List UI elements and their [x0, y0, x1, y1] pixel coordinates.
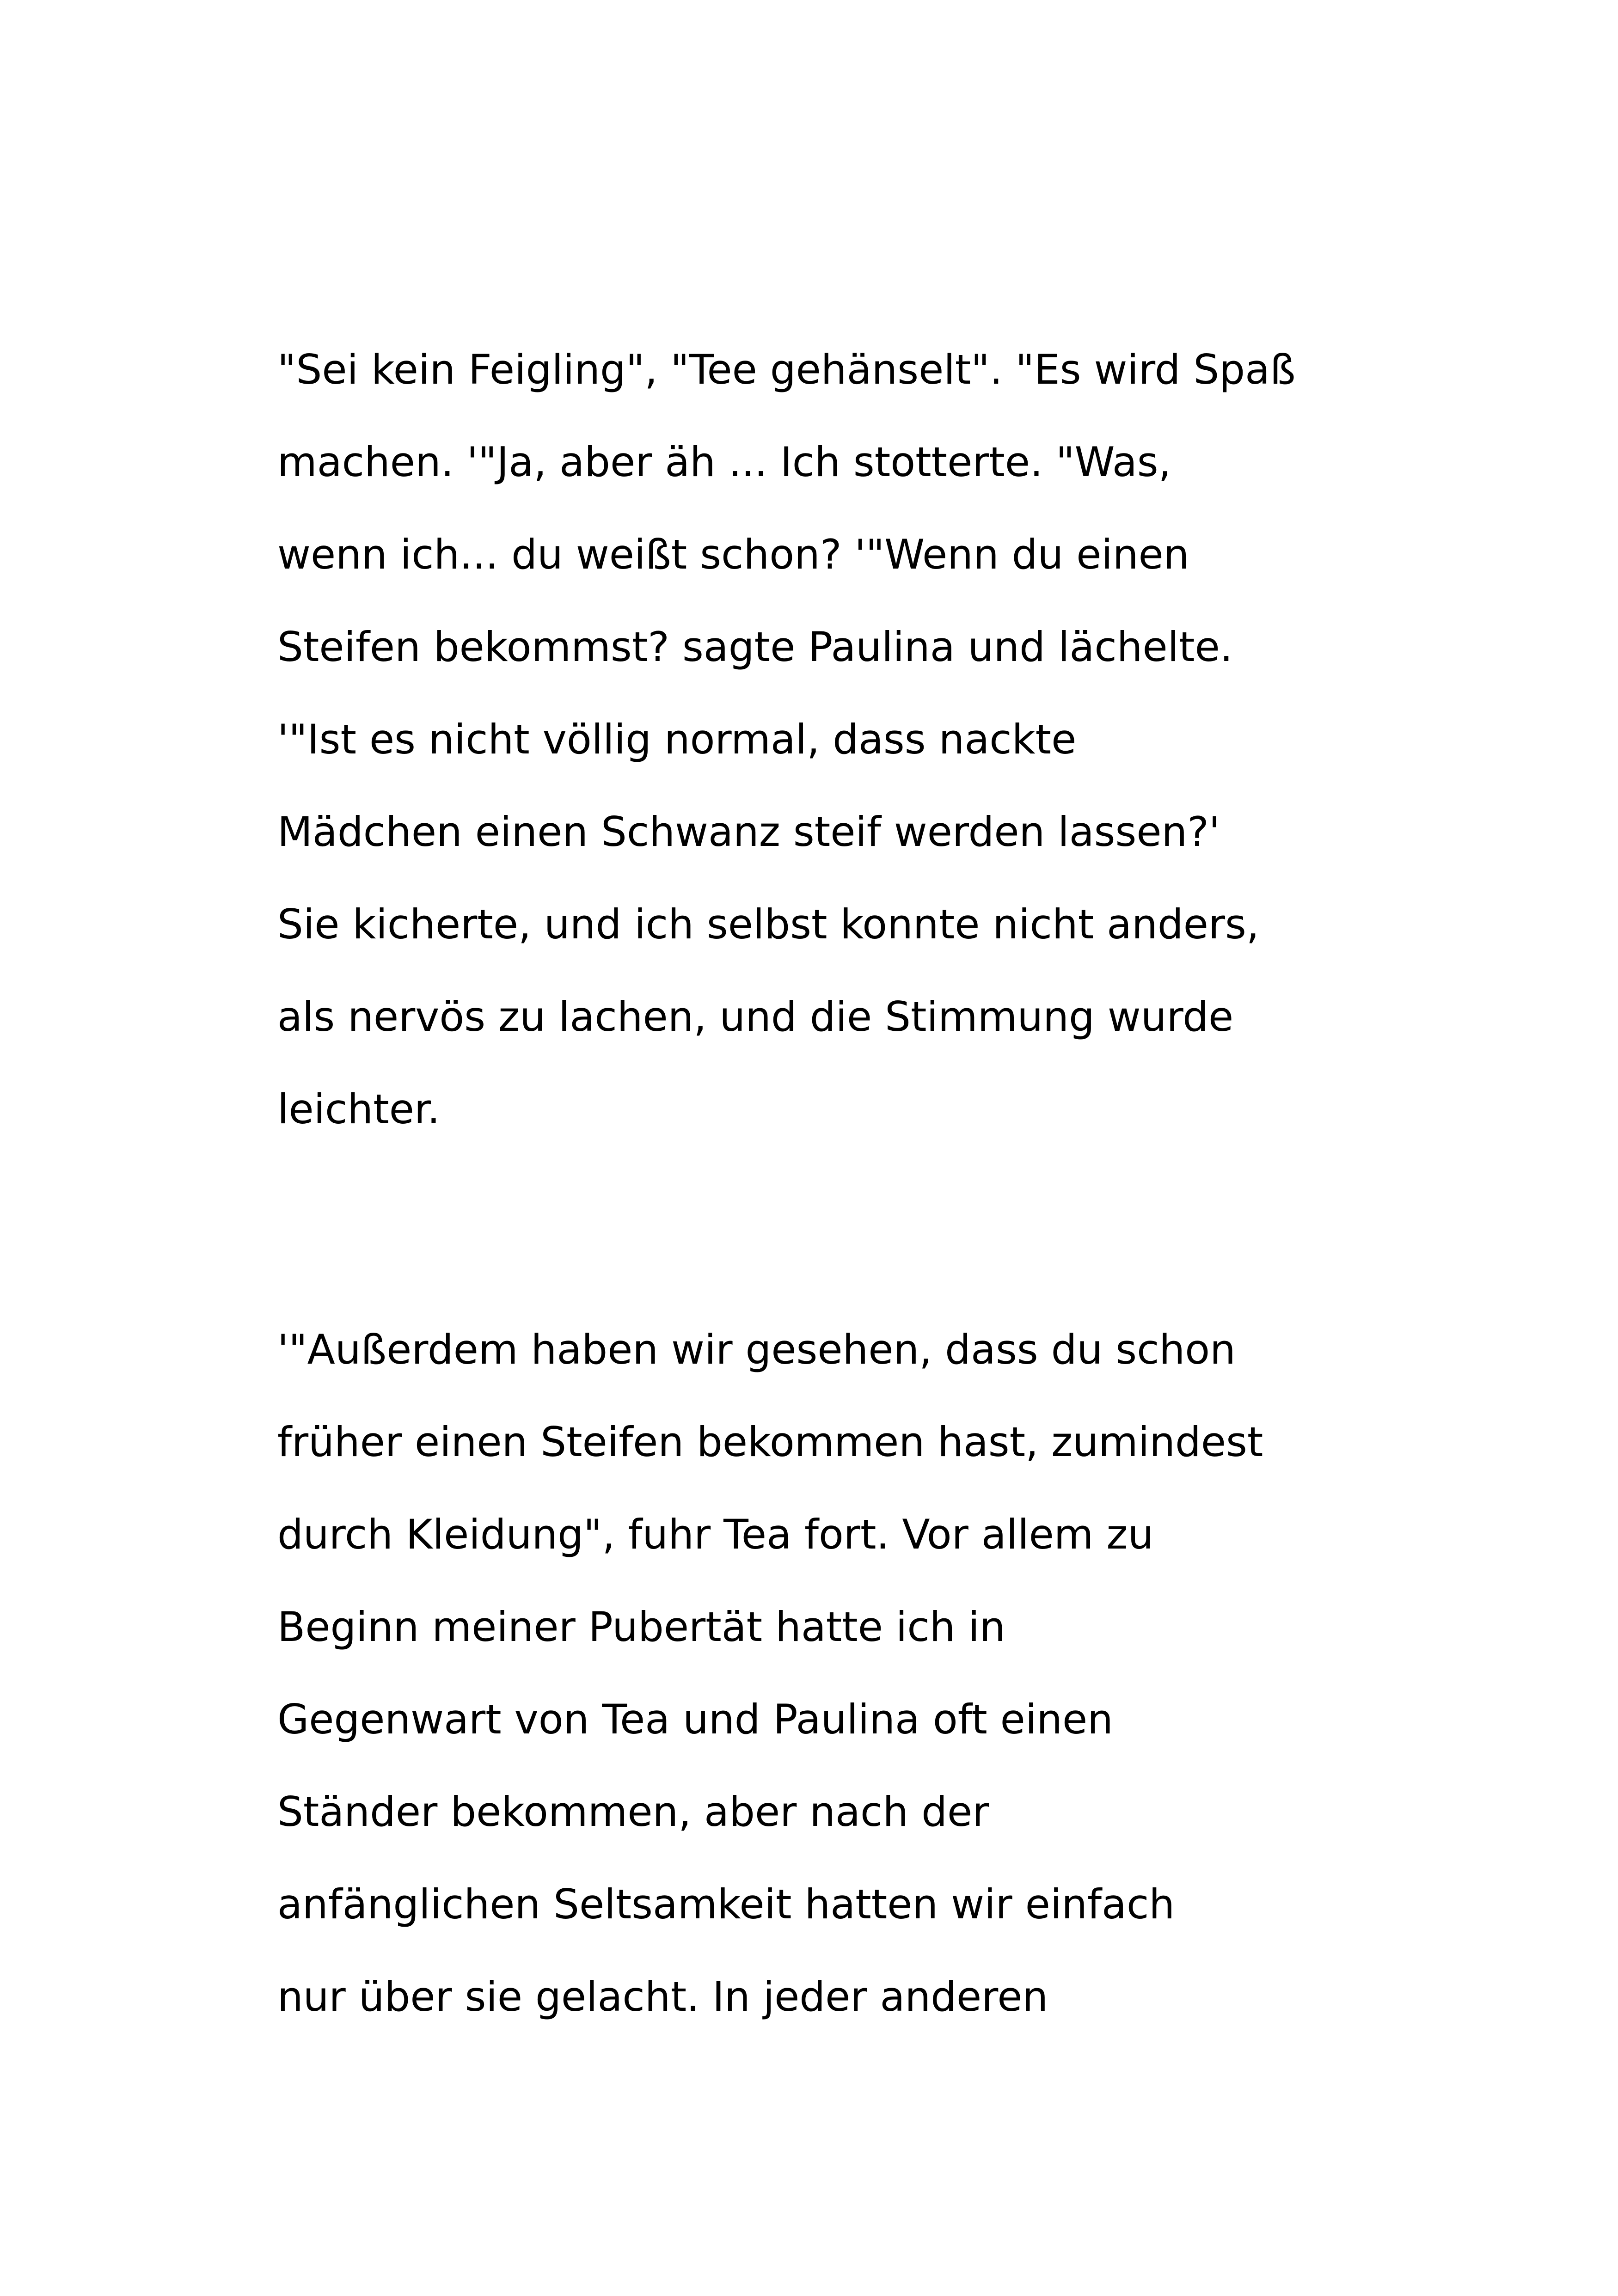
- text-line: leichter.: [277, 1085, 440, 1133]
- text-line: durch Kleidung", fuhr Tea fort. Vor allem zu: [277, 1511, 1154, 1558]
- text-line: als nervös zu lachen, und die Stimmung wurde: [277, 993, 1234, 1041]
- text-line: Ständer bekommen, aber nach der: [277, 1788, 989, 1836]
- text-line: früher einen Steifen bekommen hast, zumindest: [277, 1418, 1263, 1466]
- paragraph-2: [277, 1304, 1433, 2043]
- text-line: '"Außerdem haben wir gesehen, dass du schon: [277, 1326, 1236, 1373]
- paragraph-1: [277, 324, 1433, 1156]
- text-line: '"Ist es nicht völlig normal, dass nackte: [277, 716, 1077, 763]
- text-line: "Sei kein Feigling", "Tee gehänselt". "Es wird Spaß: [277, 346, 1296, 393]
- text-line: machen. '"Ja, aber äh ... Ich stotterte. "Was,: [277, 438, 1171, 486]
- text-line: wenn ich... du weißt schon? '"Wenn du einen: [277, 531, 1189, 578]
- text-line: anfänglichen Seltsamkeit hatten wir einfach: [277, 1880, 1175, 1928]
- text-line: Mädchen einen Schwanz steif werden lassen?': [277, 808, 1220, 856]
- text-line: Sie kicherte, und ich selbst konnte nicht anders,: [277, 900, 1259, 948]
- text-line: Steifen bekommst? sagte Paulina und lächelte.: [277, 623, 1233, 671]
- text-line: nur über sie gelacht. In jeder anderen: [277, 1973, 1048, 2020]
- text-line: Gegenwart von Tea und Paulina oft einen: [277, 1696, 1113, 1743]
- text-line: Beginn meiner Pubertät hatte ich in: [277, 1603, 1005, 1651]
